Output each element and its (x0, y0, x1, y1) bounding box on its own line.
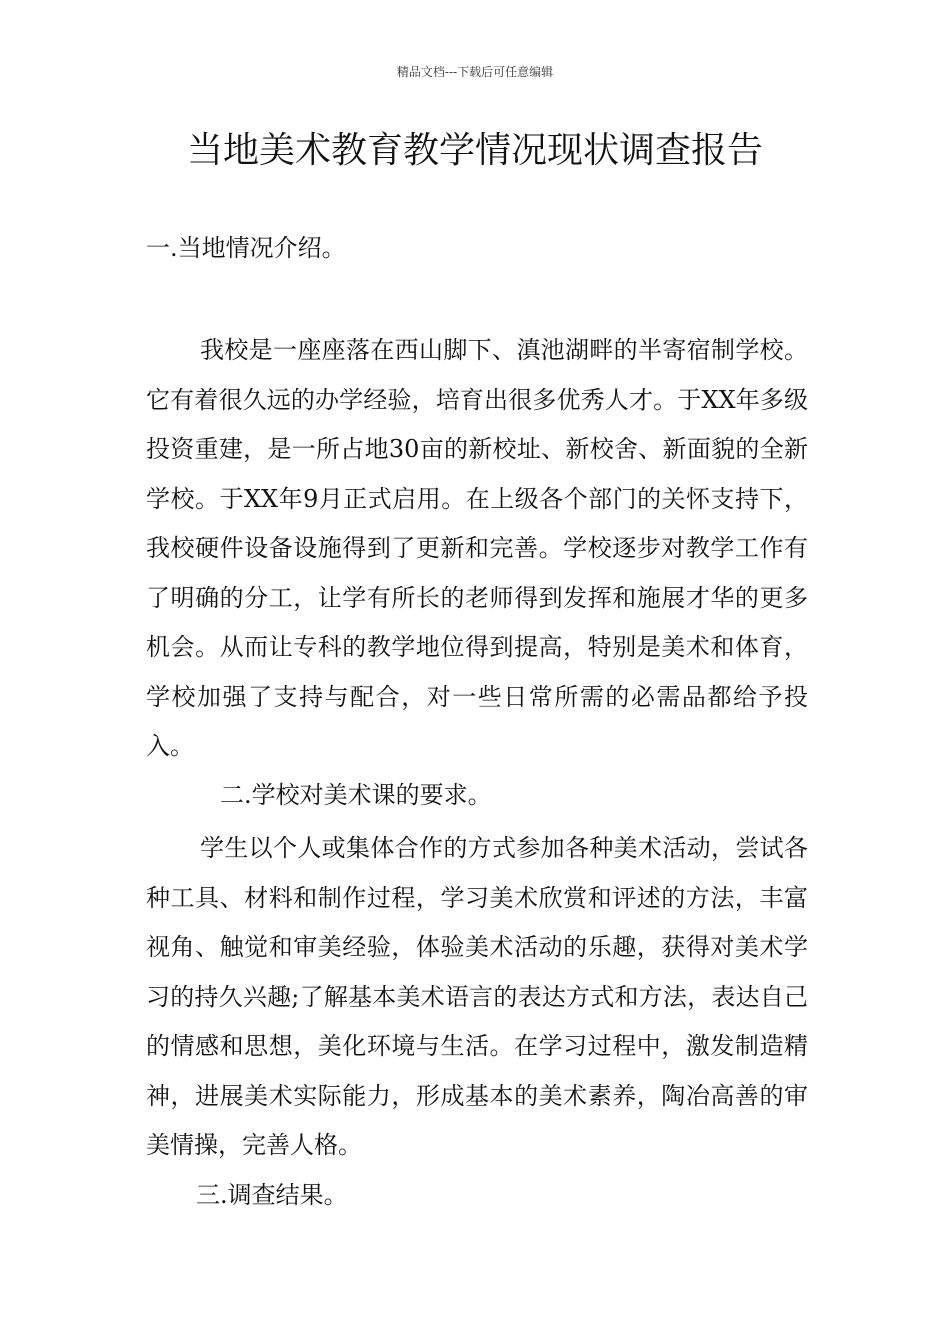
section-2-paragraph: 学生以个人或集体合作的方式参加各种美术活动，尝试各种工具、材料和制作过程，学习美术欣赏和评述的方法，丰富视角、触觉和审美经验，体验美术活动的乐趣，获得对美术学习的持久兴趣;了解基本美术语言的表达方式和方法，表达自己的情感和思想，美化环境与生活。在学习过程中，激发制造精神，进展美术实际能力，形成基本的美术素养，陶冶高善的审美情操，完善人格。 (146, 834, 808, 1159)
page-header-watermark: 精品文档---下载后可任意编辑 (396, 65, 554, 79)
document-title: 当地美术教育教学情况现状调查报告 (186, 130, 763, 171)
section-3-heading: 三.调查结果。 (196, 1181, 348, 1209)
section-1-heading: 一.当地情况介绍。 (146, 234, 346, 262)
section-1-paragraph: 我校是一座座落在西山脚下、滇池湖畔的半寄宿制学校。它有着很久远的办学经验，培育出很多优秀人才。于XX年多级投资重建，是一所占地30亩的新校址、新校舍、新面貌的全新学校。于XX年9月正式启用。在上级各个部门的关怀支持下，我校硬件设备设施得到了更新和完善。学校逐步对教学工作有了明确的分工，让学有所长的老师得到发挥和施展才华的更多机会。从而让专科的教学地位得到提高，特别是美术和体育，学校加强了支持与配合，对一些日常所需的必需品都给予投入。 (146, 336, 808, 760)
section-2-heading: 二.学校对美术课的要求。 (220, 781, 492, 809)
